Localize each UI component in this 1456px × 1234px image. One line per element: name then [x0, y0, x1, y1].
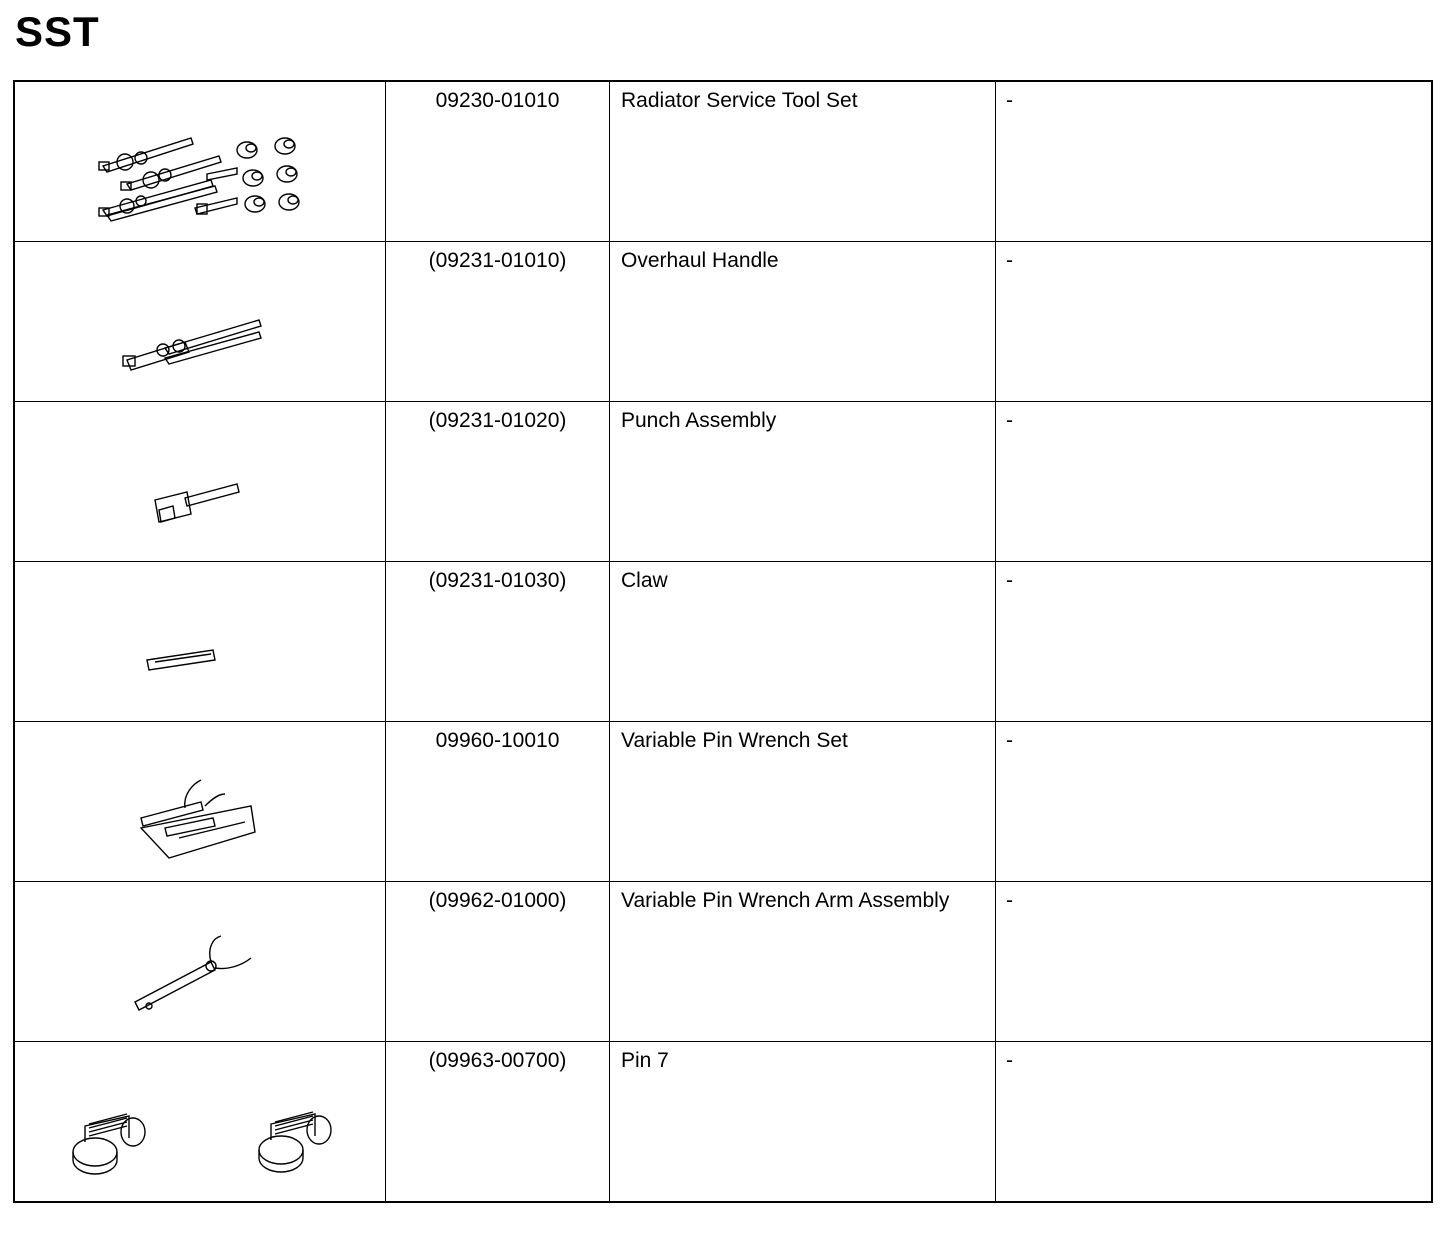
- tool-name: Overhaul Handle: [610, 242, 996, 402]
- table-row: [14, 722, 1432, 882]
- part-number: (09231-01010): [386, 242, 610, 402]
- table-row: [14, 242, 1432, 402]
- claw-illustration: [15, 562, 385, 721]
- illustration-cell: [14, 882, 386, 1042]
- note: -: [996, 1042, 1433, 1203]
- variable-pin-wrench-set-illustration: [15, 722, 385, 881]
- illustration-cell: [14, 562, 386, 722]
- part-number: (09963-00700): [386, 1042, 610, 1203]
- part-number: 09960-10010: [386, 722, 610, 882]
- illustration-cell: [14, 242, 386, 402]
- radiator-service-tool-set-illustration: [15, 82, 385, 241]
- illustration-cell: [14, 402, 386, 562]
- note: -: [996, 562, 1433, 722]
- part-number: (09231-01020): [386, 402, 610, 562]
- note: -: [996, 81, 1433, 242]
- note: -: [996, 402, 1433, 562]
- illustration-cell: [14, 1042, 386, 1203]
- illustration-cell: [14, 722, 386, 882]
- part-number: (09231-01030): [386, 562, 610, 722]
- note: -: [996, 722, 1433, 882]
- sst-table: [13, 80, 1433, 1203]
- table-row: [14, 1042, 1432, 1203]
- note: -: [996, 882, 1433, 1042]
- overhaul-handle-illustration: [15, 242, 385, 401]
- tool-name: Claw: [610, 562, 996, 722]
- illustration-cell: [14, 81, 386, 242]
- pin-7-illustration: [15, 1042, 385, 1201]
- tool-name: Variable Pin Wrench Set: [610, 722, 996, 882]
- part-number: 09230-01010: [386, 81, 610, 242]
- punch-assembly-illustration: [15, 402, 385, 561]
- table-row: [14, 882, 1432, 1042]
- tool-name: Variable Pin Wrench Arm Assembly: [610, 882, 996, 1042]
- table-row: [14, 402, 1432, 562]
- variable-pin-wrench-arm-illustration: [15, 882, 385, 1041]
- table-row: [14, 562, 1432, 722]
- part-number: (09962-01000): [386, 882, 610, 1042]
- table-row: [14, 81, 1432, 242]
- page-title: SST: [15, 8, 100, 55]
- tool-name: Punch Assembly: [610, 402, 996, 562]
- tool-name: Pin 7: [610, 1042, 996, 1203]
- note: -: [996, 242, 1433, 402]
- tool-name: Radiator Service Tool Set: [610, 81, 996, 242]
